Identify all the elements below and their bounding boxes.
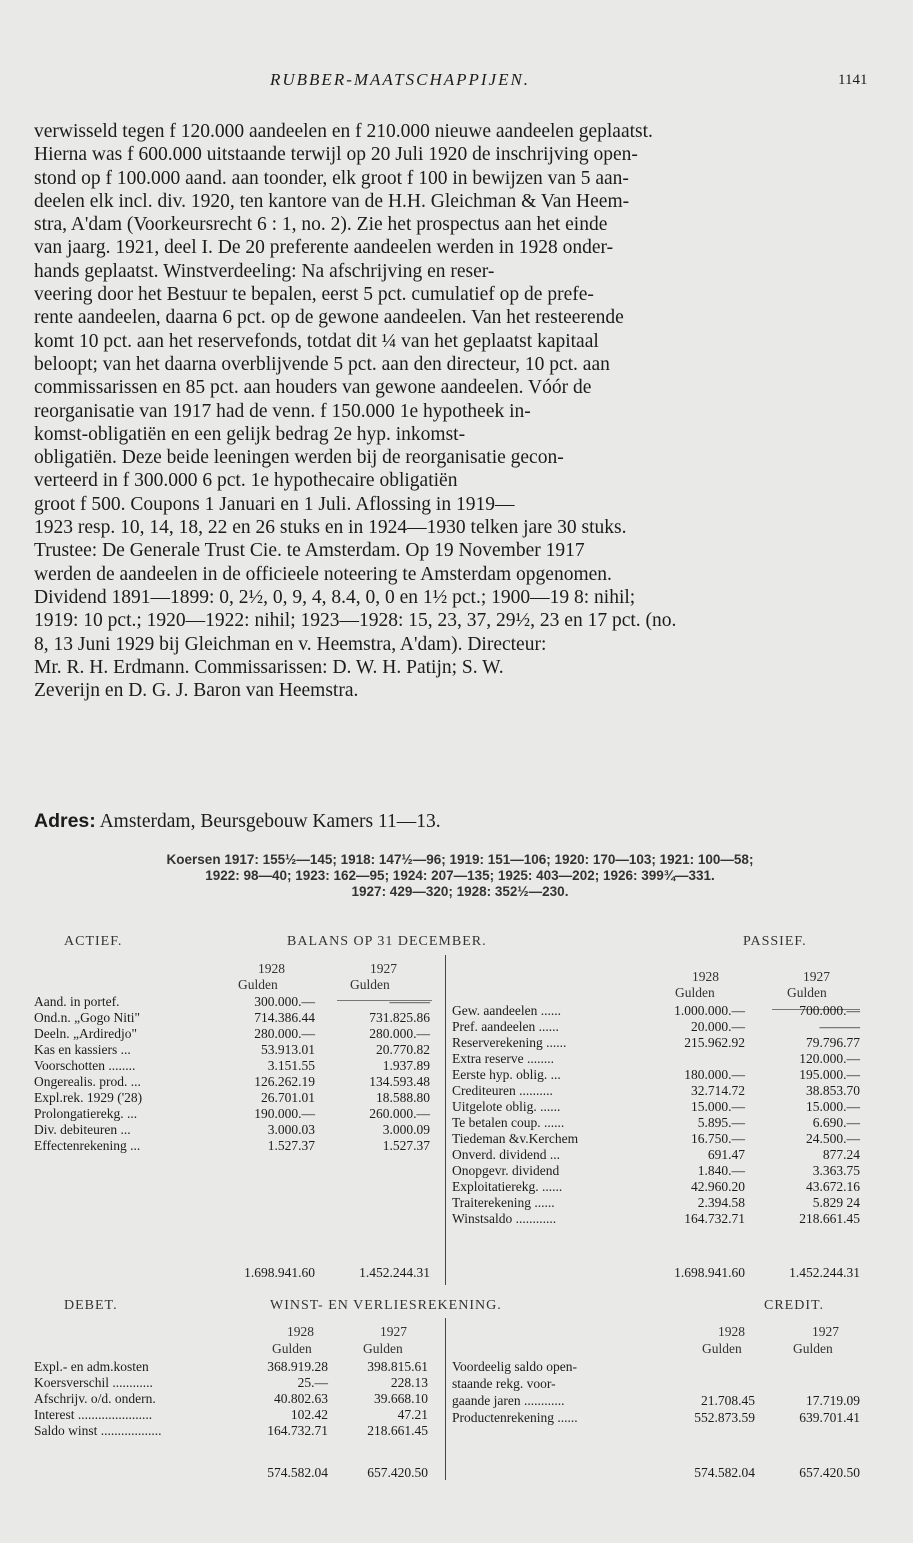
passief-row-value-1928: 215.962.92 xyxy=(684,1035,745,1050)
year-header: 1928 xyxy=(692,969,719,984)
unit-header: Gulden xyxy=(675,985,715,1000)
actief-row-label: Voorschotten ........ xyxy=(34,1058,136,1073)
actief-row-label: Kas en kassiers ... xyxy=(34,1042,131,1057)
balance-title: BALANS OP 31 DECEMBER. xyxy=(287,934,487,949)
debet-row-label: Saldo winst .................. xyxy=(34,1423,162,1438)
credit-voordeelig-line: gaande jaren ............ xyxy=(452,1393,565,1408)
passief-row-label: Te betalen coup. ...... xyxy=(452,1115,565,1130)
passief-row-value-1928: 1.840.— xyxy=(697,1163,745,1178)
passief-row-value-1927: 38.853.70 xyxy=(806,1083,860,1098)
debet-row-value-1927: 228.13 xyxy=(390,1375,428,1390)
actief-row-label: Ongerealis. prod. ... xyxy=(34,1074,141,1089)
debet-row-value-1928: 368.919.28 xyxy=(267,1359,328,1374)
passief-row-value-1927: ——— xyxy=(819,1019,860,1034)
koersen-line: 1922: 98—40; 1923: 162—95; 1924: 207—135; 1925: 403—202; 1926: 399¾—331. xyxy=(205,868,715,883)
total-debet-1927: 657.420.50 xyxy=(367,1465,428,1480)
page-header xyxy=(0,70,913,100)
total-actief-1927: 1.452.244.31 xyxy=(359,1265,430,1280)
passief-row-label: Pref. aandeelen ...... xyxy=(452,1019,559,1034)
company-description: verwisseld tegen f 120.000 aandeelen en f 210.000 nieuwe aandeelen geplaatst. Hierna was f 600.000 uitstaande terwijl op 20 Juli 1920 de inschrijving open- stond op f 100.000 aand. aan toonder, elk groot f 100 in bewijzen van 5 aan- deelen elk incl. div. 1920, ten kantore van de H.H. Gleichman & Van Heem- stra, A'dam (Voorkeursrecht 6 : 1, no. 2). Zie het prospectus aan het einde van jaarg. 1921, deel I. De 20 preferente aandeelen werden in 1928 onder- hands geplaatst. Winstverdeeling: Na afschrijving en reser- veering door het Bestuur te bepalen, eerst 5 pct. cumulatief op de prefe- rente aandeelen, daarna 6 pct. op de gewone aandeelen. Van het resteerende komt 10 pct. aan het reservefonds, totdat dit ¼ van het geplaatst kapitaal beloopt; van het daarna overblijvende 5 pct. aan den directeur, 10 pct. aan commissarissen en 85 pct. aan houders van gewone aandeelen. Vóór de reorganisatie van 1917 had de venn. f 150.000 1e hypotheek in- komst-obligatiën en een gelijk bedrag 2e hyp. inkomst- obligatiën. Deze beide leeningen werden bij de reorganisatie gecon- verteerd in f 300.000 6 pct. 1e hypothecaire obligatiën groot f 500. Coupons 1 Januari en 1 Juli. Aflossing in 1919— 1923 resp. 10, 14, 18, 22 en 26 stuks en in 1924—1930 telken jare 30 stuks. Trustee: De Generale Trust Cie. te Amsterdam. Op 19 November 1917 werden de aandeelen in de officieele noteering te Amsterdam opgenomen. Dividend 1891—1899: 0, 2½, 0, 9, 4, 8.4, 0, 0 en 1½ pct.; 1900—19 8: nihil; 1919: 10 pct.; 1920—1922: nihil; 1923—1928: 15, 23, 37, 29½, 23 en 17 pct. (no. 8, 13 Juni 1929 bij Gleichman en v. Heemstra, A'dam). Directeur: Mr. R. H. Erdmann. Commissarissen: D. W. H. Patijn; S. W. Zeverijn en D. G. J. Baron van Heemstra. xyxy=(34,121,677,702)
debet-label: DEBET. xyxy=(64,1298,118,1313)
debet-row-value-1928: 164.732.71 xyxy=(267,1423,328,1438)
credit-voordeelig-1928: 21.708.45 xyxy=(701,1393,755,1408)
year-header: 1927 xyxy=(812,1324,839,1339)
passief-row-value-1928: 16.750.— xyxy=(691,1131,745,1146)
actief-row-value-1928: 714.386.44 xyxy=(254,1010,315,1025)
credit-voordeelig-line: staande rekg. voor- xyxy=(452,1376,556,1391)
address-label: Adres: xyxy=(34,810,96,832)
passief-row-value-1927: 43.672.16 xyxy=(806,1179,860,1194)
unit-header: Gulden xyxy=(787,985,827,1000)
year-header: 1927 xyxy=(370,961,397,976)
debet-row-value-1928: 102.42 xyxy=(290,1407,328,1422)
koersen-line: Koersen 1917: 155½—145; 1918: 147½—96; 1919: 151—106; 1920: 170—103; 1921: 100—58; xyxy=(166,852,754,867)
year-header: 1928 xyxy=(258,961,285,976)
passief-row-label: Tiedeman &v.Kerchem xyxy=(452,1131,579,1146)
passief-row-value-1928: 180.000.— xyxy=(684,1067,745,1082)
year-header: 1927 xyxy=(803,969,830,984)
debet-row-value-1928: 40.802.63 xyxy=(274,1391,328,1406)
total-debet-1928: 574.582.04 xyxy=(267,1465,328,1480)
profit-loss-title: WINST- EN VERLIESREKENING. xyxy=(270,1298,502,1313)
actief-row-value-1928: 300.000.— xyxy=(254,994,315,1009)
passief-row-label: Uitgelote oblig. ...... xyxy=(452,1099,561,1114)
unit-header: Gulden xyxy=(793,1341,833,1356)
koersen-line: 1927: 429—320; 1928: 352½—230. xyxy=(351,884,569,899)
passief-row-label: Onopgevr. dividend xyxy=(452,1163,560,1178)
total-credit-1928: 574.582.04 xyxy=(694,1465,755,1480)
running-title: RUBBER-MAATSCHAPPIJEN. xyxy=(270,70,531,89)
address-line xyxy=(34,810,441,833)
total-credit-1927: 657.420.50 xyxy=(799,1465,860,1480)
debet-row-value-1927: 39.668.10 xyxy=(374,1391,428,1406)
year-header: 1928 xyxy=(718,1324,745,1339)
actief-row-label: Deeln. „Ardiredjo" xyxy=(34,1026,137,1041)
actief-row-value-1927: 3.000.09 xyxy=(382,1122,430,1137)
actief-row-value-1927: 731.825.86 xyxy=(369,1010,430,1025)
passief-row-value-1927: 79.796.77 xyxy=(806,1035,860,1050)
actief-label: ACTIEF. xyxy=(64,934,123,949)
passief-row-value-1928: 32.714.72 xyxy=(691,1083,745,1098)
actief-row-value-1927: 18.588.80 xyxy=(376,1090,430,1105)
credit-product-1927: 639.701.41 xyxy=(799,1410,860,1425)
credit-label: CREDIT. xyxy=(764,1298,825,1313)
column-divider xyxy=(445,955,446,1285)
total-passief-1928: 1.698.941.60 xyxy=(674,1265,745,1280)
passief-row-value-1927: 15.000.— xyxy=(806,1099,860,1114)
passief-row-value-1928 xyxy=(635,1052,745,1066)
column-divider xyxy=(445,1318,446,1480)
actief-row-value-1927: 260.000.— xyxy=(369,1106,430,1121)
actief-row-value-1927: 1.527.37 xyxy=(382,1138,430,1153)
passief-row-value-1927: 877.24 xyxy=(822,1147,860,1162)
passief-row-label: Eerste hyp. oblig. ... xyxy=(452,1067,561,1082)
debet-row-value-1927: 47.21 xyxy=(397,1407,428,1422)
passief-row-value-1928: 1.000.000.— xyxy=(674,1003,745,1018)
passief-row-value-1927: 700.000.— xyxy=(799,1003,860,1018)
actief-row-value-1928: 126.262.19 xyxy=(254,1074,315,1089)
unit-header: Gulden xyxy=(238,977,278,992)
passief-row-value-1928: 164.732.71 xyxy=(684,1211,745,1226)
passief-row-value-1928: 15.000.— xyxy=(691,1099,745,1114)
passief-row-label: Reserverekening ...... xyxy=(452,1035,567,1050)
passief-row-value-1928: 42.960.20 xyxy=(691,1179,745,1194)
year-header: 1927 xyxy=(380,1324,407,1339)
credit-product-1928: 552.873.59 xyxy=(694,1410,755,1425)
page-number: 1141 xyxy=(838,72,868,88)
passief-row-value-1927: 195.000.— xyxy=(799,1067,860,1082)
credit-product-label: Productenrekening ...... xyxy=(452,1410,578,1425)
passief-row-label: Exploitatierekg. ...... xyxy=(452,1179,563,1194)
debet-row-value-1927: 398.815.61 xyxy=(367,1359,428,1374)
actief-row-value-1928: 190.000.— xyxy=(254,1106,315,1121)
unit-header: Gulden xyxy=(272,1341,312,1356)
unit-header: Gulden xyxy=(363,1341,403,1356)
actief-row-value-1927: 280.000.— xyxy=(369,1026,430,1041)
actief-row-value-1928: 280.000.— xyxy=(254,1026,315,1041)
passief-row-value-1927: 3.363.75 xyxy=(812,1163,860,1178)
passief-row-label: Gew. aandeelen ...... xyxy=(452,1003,561,1018)
passief-row-label: Extra reserve ........ xyxy=(452,1051,554,1066)
debet-row-value-1928: 25.— xyxy=(297,1375,328,1390)
actief-row-value-1928: 53.913.01 xyxy=(261,1042,315,1057)
actief-row-value-1928: 3.151.55 xyxy=(267,1058,315,1073)
actief-row-label: Prolongatierekg. ... xyxy=(34,1106,138,1121)
passief-row-label: Crediteuren .......... xyxy=(452,1083,553,1098)
passief-row-value-1927: 24.500.— xyxy=(806,1131,860,1146)
actief-row-value-1927: 20.770.82 xyxy=(376,1042,430,1057)
passief-row-value-1927: 218.661.45 xyxy=(799,1211,860,1226)
actief-row-value-1927: ——— xyxy=(389,994,430,1009)
passief-row-value-1927: 5.829 24 xyxy=(812,1195,860,1210)
passief-label: PASSIEF. xyxy=(743,934,807,949)
actief-row-label: Expl.rek. 1929 ('28) xyxy=(34,1090,143,1105)
actief-row-value-1927: 134.593.48 xyxy=(369,1074,430,1089)
credit-voordeelig-1927: 17.719.09 xyxy=(806,1393,860,1408)
passief-row-value-1928: 2.394.58 xyxy=(697,1195,745,1210)
passief-row-value-1927: 6.690.— xyxy=(812,1115,860,1130)
address-value: Amsterdam, Beursgebouw Kamers 11—13. xyxy=(99,811,441,832)
actief-row-value-1928: 3.000.03 xyxy=(267,1122,315,1137)
unit-header: Gulden xyxy=(702,1341,742,1356)
actief-row-value-1927: 1.937.89 xyxy=(382,1058,430,1073)
passief-row-label: Winstsaldo ............ xyxy=(452,1211,557,1226)
passief-row-value-1927: 120.000.— xyxy=(799,1051,860,1066)
koersen-block xyxy=(40,852,880,900)
actief-row-value-1928: 1.527.37 xyxy=(267,1138,315,1153)
debet-row-label: Interest ...................... xyxy=(34,1407,153,1422)
debet-row-label: Afschrijv. o/d. ondern. xyxy=(34,1391,156,1406)
actief-row-label: Aand. in portef. xyxy=(34,994,120,1009)
passief-row-label: Traiterekening ...... xyxy=(452,1195,555,1210)
credit-voordeelig-line: Voordeelig saldo open- xyxy=(452,1359,577,1374)
passief-row-value-1928: 20.000.— xyxy=(691,1019,745,1034)
total-passief-1927: 1.452.244.31 xyxy=(789,1265,860,1280)
actief-row-value-1928: 26.701.01 xyxy=(261,1090,315,1105)
debet-row-label: Expl.- en adm.kosten xyxy=(34,1359,149,1374)
actief-row-label: Div. debiteuren ... xyxy=(34,1122,131,1137)
year-header: 1928 xyxy=(287,1324,314,1339)
debet-row-value-1927: 218.661.45 xyxy=(367,1423,428,1438)
passief-row-value-1928: 5.895.— xyxy=(697,1115,745,1130)
debet-row-label: Koersverschil ............ xyxy=(34,1375,153,1390)
actief-row-label: Ond.n. „Gogo Niti" xyxy=(34,1010,141,1025)
total-actief-1928: 1.698.941.60 xyxy=(244,1265,315,1280)
unit-header: Gulden xyxy=(350,977,390,992)
actief-row-label: Effectenrekening ... xyxy=(34,1138,141,1153)
passief-row-label: Onverd. dividend ... xyxy=(452,1147,560,1162)
passief-row-value-1928: 691.47 xyxy=(707,1147,745,1162)
